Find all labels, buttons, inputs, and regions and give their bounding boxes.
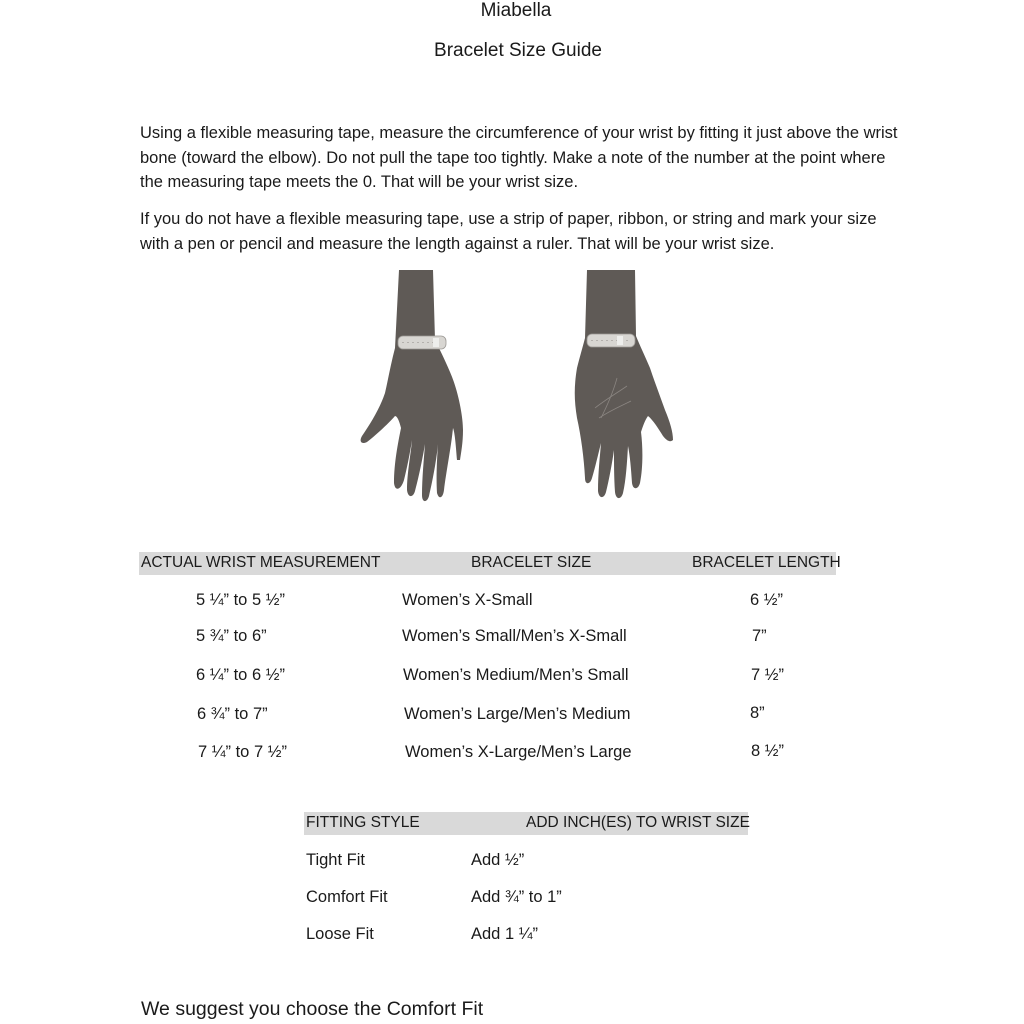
column-header-bracelet-size: BRACELET SIZE — [471, 554, 592, 571]
right-hand-palm-icon — [575, 270, 673, 498]
fit-row-2-add: Add ¾” to 1” — [471, 888, 562, 906]
fit-row-3-add: Add 1 ¼” — [471, 925, 538, 943]
table-row-2-size: Women’s Small/Men’s X-Small — [402, 627, 627, 645]
fit-row-2-style: Comfort Fit — [306, 888, 388, 906]
column-header-wrist: ACTUAL WRIST MEASUREMENT — [141, 554, 381, 571]
table-row-1-wrist: 5 ¼” to 5 ½” — [196, 591, 285, 609]
fit-suggestion: We suggest you choose the Comfort Fit — [141, 998, 484, 1020]
fit-row-1-add: Add ½” — [471, 851, 525, 869]
instruction-paragraph-1: Using a flexible measuring tape, measure the circumference of your wrist by fitting it just above the wrist bone (toward the elbow). Do not pull the tape too tightly. Make a note of the number at the point where the measuring tape meets the 0. That will be your wrist size. — [140, 124, 898, 191]
table-row-4-size: Women’s Large/Men’s Medium — [404, 705, 631, 723]
column-header-add-inches: ADD INCH(ES) TO WRIST SIZE — [526, 814, 750, 831]
table-row-5-length: 8 ½” — [751, 742, 785, 760]
fit-table-header — [304, 812, 748, 835]
table-row-5-size: Women’s X-Large/Men’s Large — [405, 743, 632, 761]
table-row-1-size: Women’s X-Small — [402, 591, 533, 609]
size-table-header — [139, 552, 841, 575]
table-row-3-wrist: 6 ¼” to 6 ½” — [196, 666, 285, 684]
fit-row-3-style: Loose Fit — [306, 925, 374, 943]
left-hand-back-icon — [361, 270, 463, 501]
table-row-1-length: 6 ½” — [750, 591, 784, 609]
table-row-5-wrist: 7 ¼” to 7 ½” — [198, 743, 287, 761]
fit-row-1-style: Tight Fit — [306, 851, 365, 869]
table-row-3-length: 7 ½” — [751, 666, 785, 684]
brand-name: Miabella — [480, 0, 552, 21]
table-row-4-wrist: 6 ¾” to 7” — [197, 705, 268, 723]
page-title: Bracelet Size Guide — [434, 40, 602, 61]
wrist-measurement-illustration — [355, 268, 680, 508]
instruction-paragraph-2: If you do not have a flexible measuring tape, use a strip of paper, ribbon, or string and mark your size with a pen or pencil and measure the length against a ruler. That will be your wrist size. — [140, 210, 877, 253]
table-row-3-size: Women’s Medium/Men’s Small — [403, 666, 629, 684]
column-header-bracelet-length: BRACELET LENGTH — [692, 554, 841, 571]
table-row-4-length: 8” — [750, 704, 765, 722]
table-row-2-wrist: 5 ¾” to 6” — [196, 627, 267, 645]
column-header-fitting-style: FITTING STYLE — [306, 814, 420, 831]
table-row-2-length: 7” — [752, 627, 767, 645]
